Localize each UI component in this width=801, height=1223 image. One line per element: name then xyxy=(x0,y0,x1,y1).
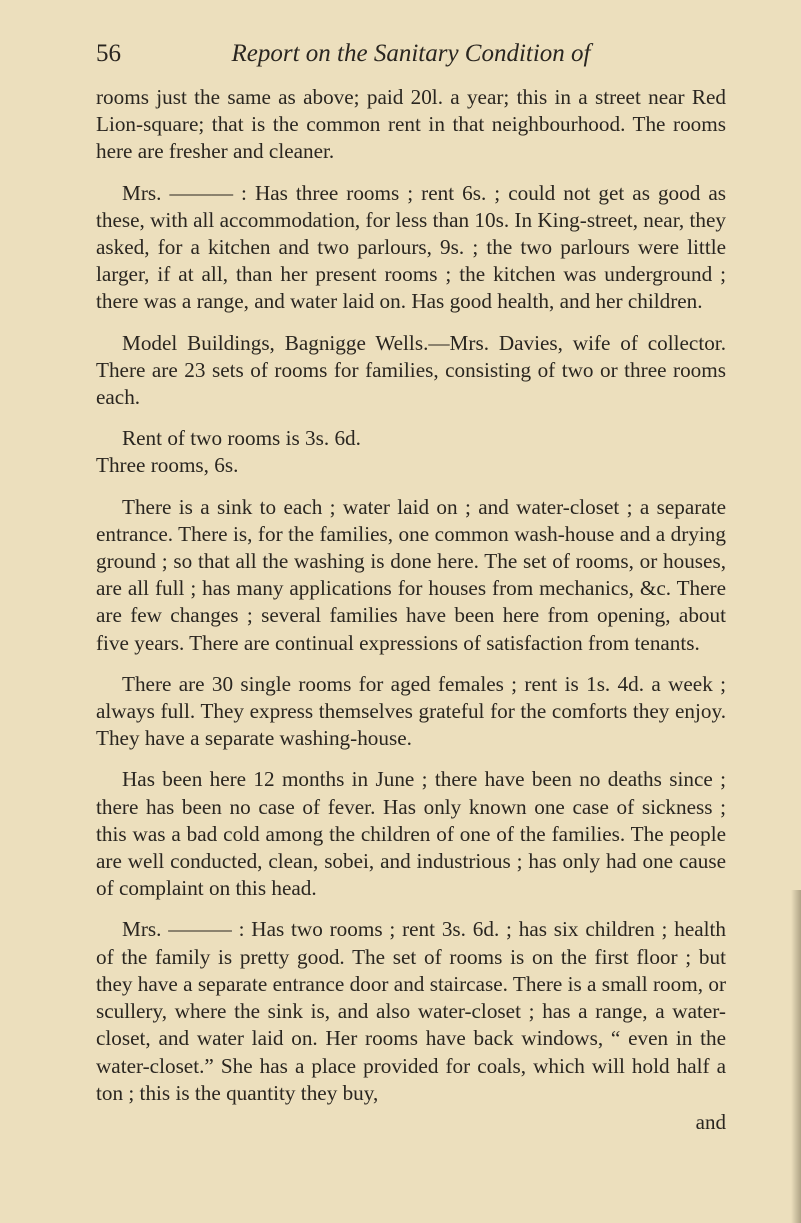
running-head xyxy=(96,40,726,80)
page-body xyxy=(96,84,726,1136)
page-edge-shadow xyxy=(791,890,801,1223)
paragraph-4: Rent of two rooms is 3s. 6d. Three rooms, 6s. xyxy=(96,426,361,478)
catchword: and xyxy=(695,1109,726,1134)
page-number: 56 xyxy=(96,40,121,67)
running-title: Report on the Sanitary Condition of xyxy=(231,40,591,67)
paragraph-1: rooms just the same as above; paid 20l. a year; this in a street near Red Lion-square; that is the common rent in that neighbourhood. The rooms here are fresher and cleaner. xyxy=(96,85,726,164)
paragraph-8: Mrs. ——— : Has two rooms ; rent 3s. 6d. ; has six children ; health of the family is pretty good. The set of rooms is on the first floor ; but they have a separate entrance door and staircase. There is a small room, or scullery, where the sink is, and also water-closet ; has a range, a water-closet, and water laid on. Her rooms have back windows, “ even in the water-closet.” She has a place provided for coals, which will hold half a ton ; this is the quantity they buy, xyxy=(96,917,726,1105)
paragraph-5: There is a sink to each ; water laid on ; and water-closet ; a separate entrance. There is, for the families, one common wash-house and a drying ground ; so that all the washing is done here. The set of rooms, or houses, are all full ; has many applications for houses from mechanics, &c. There are few changes ; several families have been here from opening, about five years. There are continual expressions of satisfaction from tenants. xyxy=(96,494,726,655)
paragraph-6: There are 30 single rooms for aged females ; rent is 1s. 4d. a week ; always full. They express themselves grateful for the comforts they enjoy. They have a separate washing-house. xyxy=(96,671,726,751)
paragraph-2: Mrs. ——— : Has three rooms ; rent 6s. ; could not get as good as these, with all accommodation, for less than 10s. In King-street, near, they asked, for a kitchen and two parlours, 9s. ; the two parlours were little larger, if at all, than her present rooms ; the kitchen was underground ; there was a range, and water laid on. Has good health, and her children. xyxy=(96,180,726,314)
paragraph-3: Model Buildings, Bagnigge Wells.—Mrs. Davies, wife of collector. There are 23 sets of rooms for families, consisting of two or three rooms each. xyxy=(96,330,726,410)
paragraph-7: Has been here 12 months in June ; there have been no deaths since ; there has been no case of fever. Has only known one case of sickness ; this was a bad cold among the children of one of the families. The people are well conducted, clean, sobei, and industrious ; has only had one cause of complaint on this head. xyxy=(96,767,726,901)
